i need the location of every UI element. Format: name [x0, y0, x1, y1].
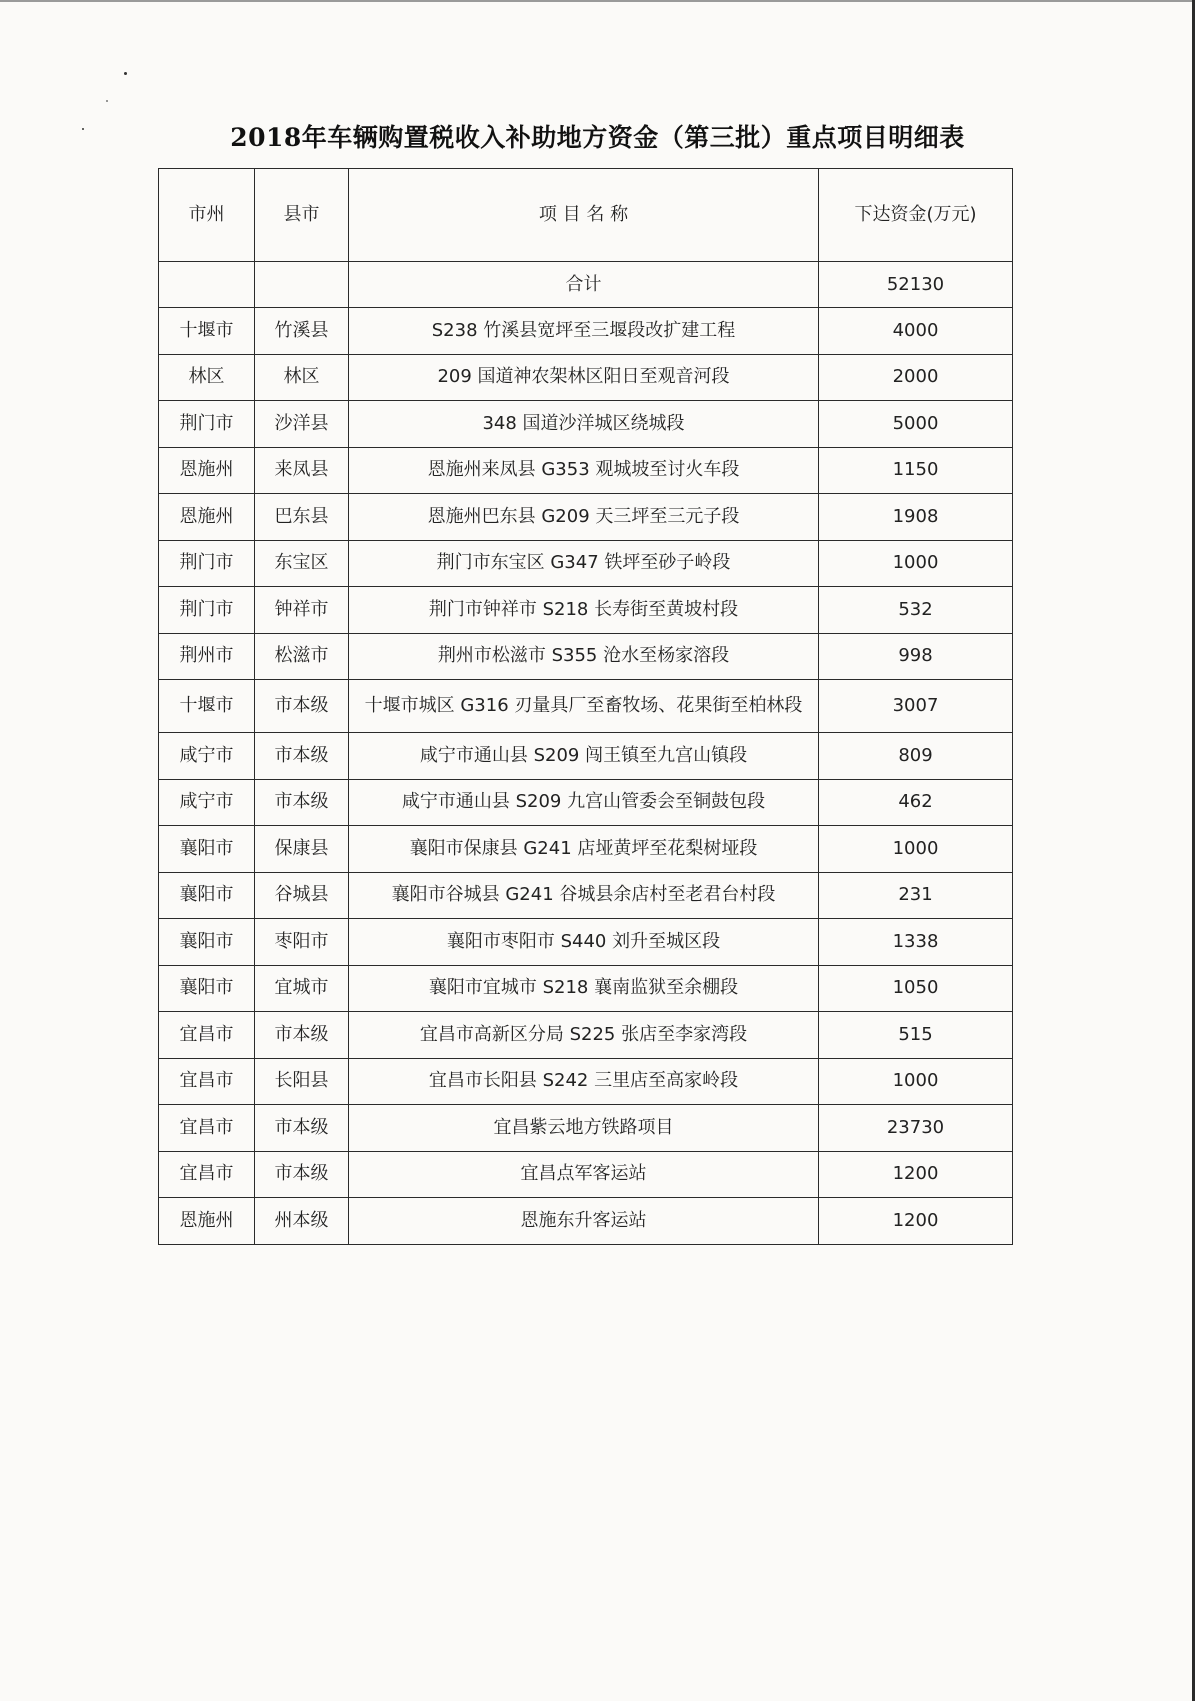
table-row: [159, 587, 1013, 634]
cell-county: 州本级: [255, 1198, 349, 1245]
cell-amount: 1200: [819, 1151, 1013, 1198]
cell-city: 宜昌市: [159, 1012, 255, 1059]
cell-county: 宜城市: [255, 965, 349, 1012]
cell-county: 沙洋县: [255, 401, 349, 448]
cell-project: S238 竹溪县宽坪至三堰段改扩建工程: [349, 308, 819, 355]
cell-county: 来凤县: [255, 447, 349, 494]
cell-amount: 515: [819, 1012, 1013, 1059]
cell-project: 荆州市松滋市 S355 沧水至杨家溶段: [349, 633, 819, 680]
header-project: 项 目 名 称: [349, 169, 819, 262]
scan-edge-top: [0, 0, 1195, 2]
table-row: [159, 308, 1013, 355]
cell-amount: 1000: [819, 540, 1013, 587]
cell-city: 荆州市: [159, 633, 255, 680]
scan-speck: [124, 72, 127, 75]
table-header-row: [159, 169, 1013, 262]
table-row: [159, 919, 1013, 966]
cell-city: 宜昌市: [159, 1105, 255, 1152]
cell-city: 咸宁市: [159, 733, 255, 780]
table-row: [159, 354, 1013, 401]
cell-city: 恩施州: [159, 1198, 255, 1245]
cell-city: 林区: [159, 354, 255, 401]
cell-city: 襄阳市: [159, 872, 255, 919]
total-label: 合计: [349, 262, 819, 308]
cell-amount: 1000: [819, 826, 1013, 873]
cell-county: 市本级: [255, 680, 349, 733]
cell-project: 宜昌市高新区分局 S225 张店至李家湾段: [349, 1012, 819, 1059]
table-row: [159, 540, 1013, 587]
cell-project: 荆门市东宝区 G347 铁坪至砂子岭段: [349, 540, 819, 587]
cell-county: 长阳县: [255, 1058, 349, 1105]
cell-project: 宜昌紫云地方铁路项目: [349, 1105, 819, 1152]
cell-city: 十堰市: [159, 308, 255, 355]
table-row: [159, 494, 1013, 541]
cell-amount: 1150: [819, 447, 1013, 494]
cell-county: 林区: [255, 354, 349, 401]
cell-project: 襄阳市保康县 G241 店垭黄坪至花梨树垭段: [349, 826, 819, 873]
cell-county: 保康县: [255, 826, 349, 873]
cell-county: 市本级: [255, 779, 349, 826]
cell-amount: 4000: [819, 308, 1013, 355]
total-amount: 52130: [819, 262, 1013, 308]
cell-project: 荆门市钟祥市 S218 长寿街至黄坡村段: [349, 587, 819, 634]
cell-county: 市本级: [255, 1151, 349, 1198]
total-county-cell: [255, 262, 349, 308]
total-row: [159, 262, 1013, 308]
cell-amount: 231: [819, 872, 1013, 919]
cell-project: 209 国道神农架林区阳日至观音河段: [349, 354, 819, 401]
cell-project: 恩施东升客运站: [349, 1198, 819, 1245]
cell-county: 市本级: [255, 1105, 349, 1152]
cell-county: 市本级: [255, 1012, 349, 1059]
cell-amount: 3007: [819, 680, 1013, 733]
cell-county: 东宝区: [255, 540, 349, 587]
cell-project: 咸宁市通山县 S209 九宫山管委会至铜鼓包段: [349, 779, 819, 826]
table-row: [159, 1151, 1013, 1198]
cell-city: 宜昌市: [159, 1058, 255, 1105]
cell-project: 襄阳市谷城县 G241 谷城县余店村至老君台村段: [349, 872, 819, 919]
cell-project: 恩施州来凤县 G353 观城坡至讨火车段: [349, 447, 819, 494]
cell-county: 巴东县: [255, 494, 349, 541]
cell-county: 竹溪县: [255, 308, 349, 355]
cell-city: 宜昌市: [159, 1151, 255, 1198]
cell-city: 恩施州: [159, 494, 255, 541]
cell-city: 咸宁市: [159, 779, 255, 826]
table-row: [159, 826, 1013, 873]
cell-city: 荆门市: [159, 587, 255, 634]
document-title: 2018年车辆购置税收入补助地方资金（第三批）重点项目明细表: [230, 123, 965, 152]
cell-project: 宜昌市长阳县 S242 三里店至高家岭段: [349, 1058, 819, 1105]
cell-amount: 1050: [819, 965, 1013, 1012]
table-row: [159, 733, 1013, 780]
header-county: 县市: [255, 169, 349, 262]
table-row: [159, 633, 1013, 680]
table-row: [159, 401, 1013, 448]
cell-amount: 998: [819, 633, 1013, 680]
cell-project: 咸宁市通山县 S209 闯王镇至九宫山镇段: [349, 733, 819, 780]
table-row: [159, 872, 1013, 919]
cell-city: 襄阳市: [159, 919, 255, 966]
cell-city: 恩施州: [159, 447, 255, 494]
cell-amount: 532: [819, 587, 1013, 634]
cell-amount: 462: [819, 779, 1013, 826]
table-row: [159, 1105, 1013, 1152]
table-row: [159, 779, 1013, 826]
cell-county: 钟祥市: [255, 587, 349, 634]
table-row: [159, 965, 1013, 1012]
cell-amount: 1200: [819, 1198, 1013, 1245]
cell-amount: 2000: [819, 354, 1013, 401]
table-row: [159, 447, 1013, 494]
cell-amount: 1000: [819, 1058, 1013, 1105]
table-row: [159, 1012, 1013, 1059]
cell-county: 市本级: [255, 733, 349, 780]
cell-project: 宜昌点军客运站: [349, 1151, 819, 1198]
cell-project: 襄阳市枣阳市 S440 刘升至城区段: [349, 919, 819, 966]
cell-county: 枣阳市: [255, 919, 349, 966]
cell-project: 襄阳市宜城市 S218 襄南监狱至余棚段: [349, 965, 819, 1012]
cell-city: 荆门市: [159, 401, 255, 448]
cell-city: 十堰市: [159, 680, 255, 733]
cell-project: 十堰市城区 G316 刃量具厂至畜牧场、花果街至柏林段: [349, 680, 819, 733]
cell-project: 恩施州巴东县 G209 天三坪至三元子段: [349, 494, 819, 541]
cell-amount: 23730: [819, 1105, 1013, 1152]
cell-county: 松滋市: [255, 633, 349, 680]
cell-county: 谷城县: [255, 872, 349, 919]
header-amount: 下达资金(万元): [819, 169, 1013, 262]
cell-city: 襄阳市: [159, 826, 255, 873]
cell-amount: 809: [819, 733, 1013, 780]
cell-city: 荆门市: [159, 540, 255, 587]
total-city-cell: [159, 262, 255, 308]
cell-project: 348 国道沙洋城区绕城段: [349, 401, 819, 448]
cell-amount: 1338: [819, 919, 1013, 966]
cell-amount: 1908: [819, 494, 1013, 541]
project-detail-table: [158, 168, 1013, 1245]
table-row: [159, 1058, 1013, 1105]
cell-amount: 5000: [819, 401, 1013, 448]
header-city: 市州: [159, 169, 255, 262]
scan-speck: [106, 100, 108, 102]
table-row: [159, 1198, 1013, 1245]
cell-city: 襄阳市: [159, 965, 255, 1012]
table-row: [159, 680, 1013, 733]
